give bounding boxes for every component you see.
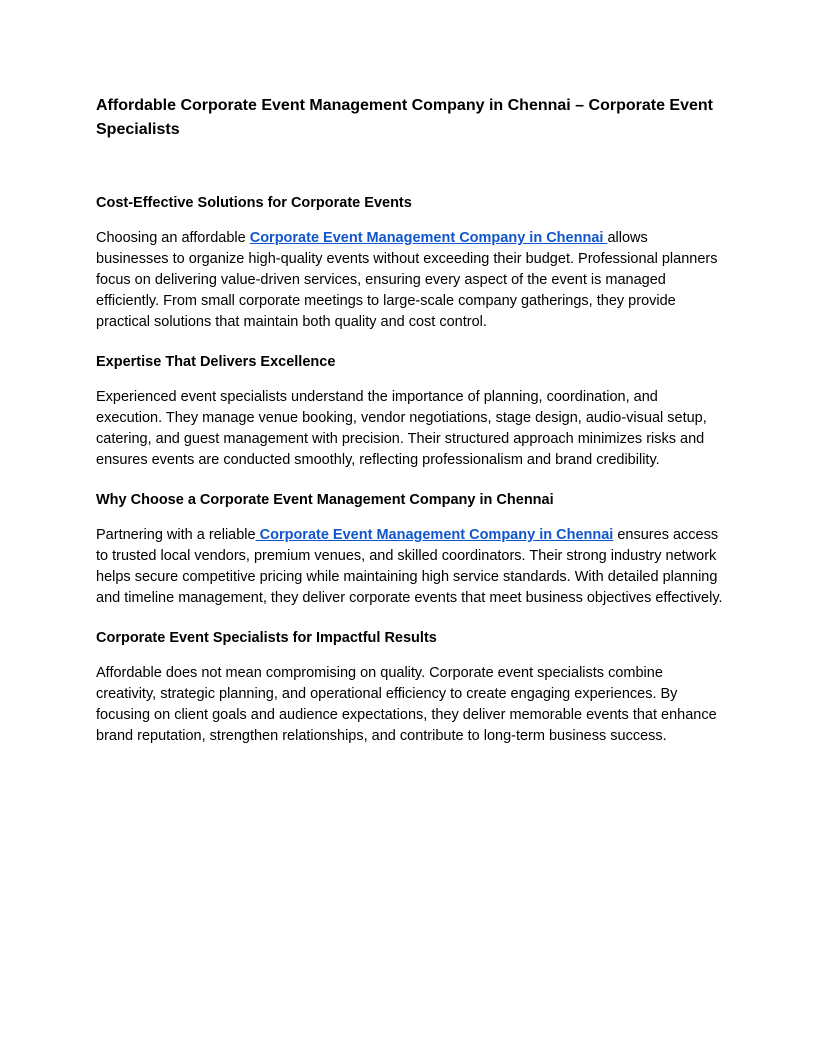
section-heading-why-choose: Why Choose a Corporate Event Management Company in Chennai — [96, 492, 554, 508]
corporate-event-company-link[interactable]: Corporate Event Management Company in Chennai — [255, 527, 614, 543]
section-heading-specialists: Corporate Event Specialists for Impactful Results — [96, 630, 437, 646]
corporate-event-company-link[interactable]: Corporate Event Management Company in Chennai — [249, 230, 608, 246]
paragraph-text: ensures access to trusted local vendors, premium venues, and skilled coordinators. Their strong industry network helps secure competitive pricing while maintaining high service standards. With detailed planning and timeline management, they deliver corporate events that meet business objectives effectively. — [96, 527, 723, 606]
paragraph-text: Partnering with a reliable — [96, 527, 256, 543]
section-paragraph-why-choose — [96, 525, 724, 609]
section-heading-cost-effective: Cost-Effective Solutions for Corporate Events — [96, 195, 412, 211]
document-title: Affordable Corporate Event Management Company in Chennai – Corporate Event Specialists — [96, 97, 713, 138]
document-page — [96, 94, 724, 765]
section-paragraph-cost-effective — [96, 228, 724, 333]
paragraph-text: Choosing an affordable — [96, 230, 250, 246]
section-heading-expertise: Expertise That Delivers Excellence — [96, 354, 336, 370]
paragraph-text: allows businesses to organize high-quality events without exceeding their budget. Professional planners focus on delivering value-driven services, ensuring every aspect of the event is managed efficiently. From small corporate meetings to large-scale company gatherings, they provide practical solutions that maintain both quality and cost control. — [96, 230, 718, 330]
section-paragraph-expertise: Experienced event specialists understand the importance of planning, coordination, and execution. They manage venue booking, vendor negotiations, stage design, audio-visual setup, catering, and guest management with precision. Their structured approach minimizes risks and ensures events are conducted smoothly, reflecting professionalism and brand credibility. — [96, 389, 707, 468]
section-paragraph-specialists: Affordable does not mean compromising on quality. Corporate event specialists combine creativity, strategic planning, and operational efficiency to create engaging experiences. By focusing on client goals and audience expectations, they deliver memorable events that enhance brand reputation, strengthen relationships, and contribute to long-term business success. — [96, 665, 717, 744]
